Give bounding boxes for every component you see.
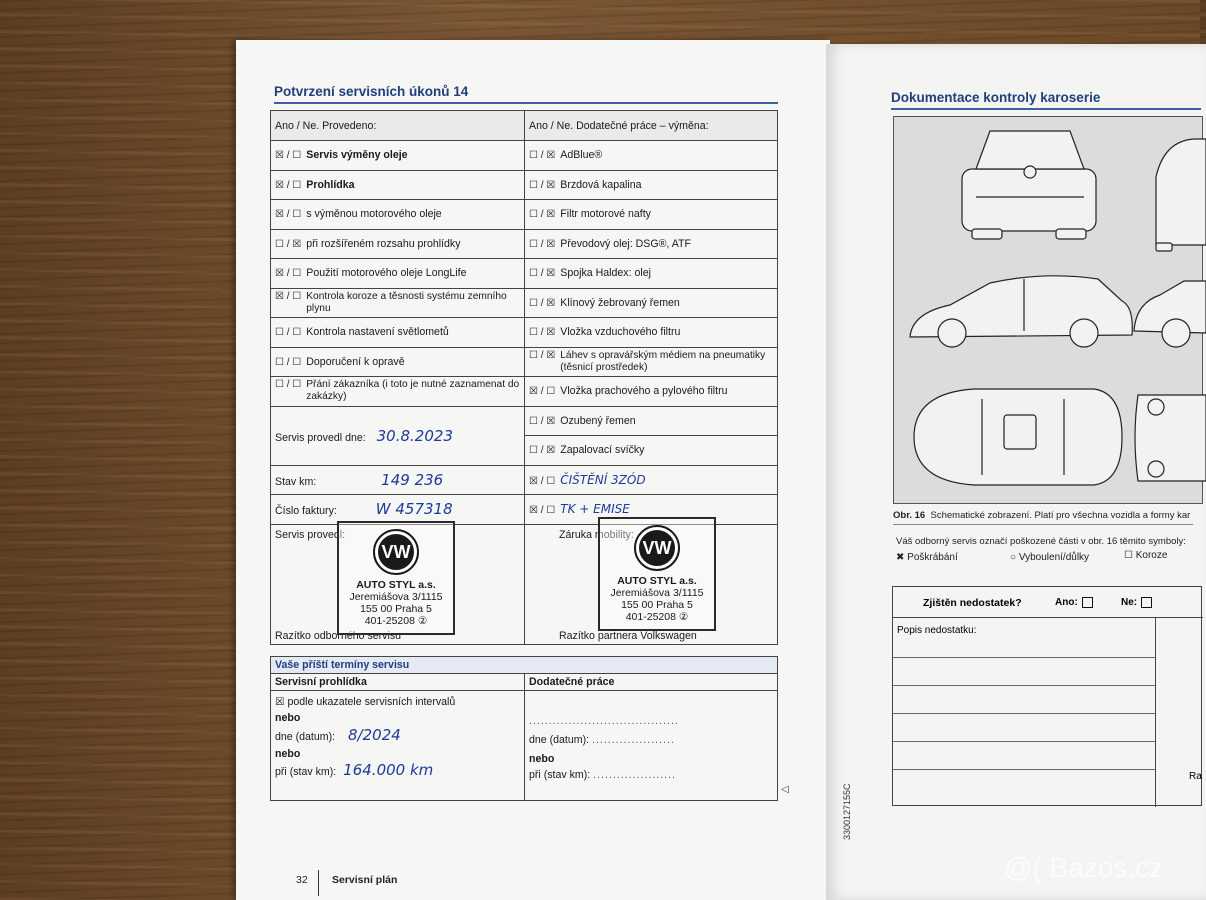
car-side-view: [910, 276, 1132, 347]
row-label: Ozubený řemen: [560, 414, 636, 427]
stamp-name: AUTO STYL a.s.: [617, 575, 697, 587]
checkbox: ☐ / ☒: [529, 238, 556, 250]
checkbox: ☒ / ☐: [275, 150, 302, 162]
invoice-value: W 457318: [375, 500, 453, 519]
row-label: Klínový žebrovaný řemen: [560, 296, 680, 309]
row-label: Zapalovací svíčky: [560, 444, 645, 457]
car-top-view: [914, 389, 1122, 485]
row-label: při rozšířeném rozsahu prohlídky: [306, 237, 461, 250]
checkbox: ☐ / ☒: [529, 297, 556, 309]
divider: [893, 524, 1193, 525]
divider: [1155, 617, 1156, 807]
stamp-name: AUTO STYL a.s.: [356, 579, 436, 591]
symbol-dent: ○ Vyboulení/důlky: [1010, 552, 1090, 563]
symbol-corrosion: ☐ Koroze: [1124, 550, 1168, 561]
table-row: [271, 200, 778, 230]
dealer-stamp-right: [598, 517, 716, 631]
next-km-label: při (stav km):: [275, 766, 337, 778]
row-label: Filtr motorové nafty: [560, 208, 651, 221]
dealer-stamp-left: [337, 521, 455, 635]
row-label: Prohlídka: [306, 178, 355, 191]
next-date-label: dne (datum):: [275, 731, 336, 743]
left-page-title: Potvrzení servisních úkonů 14: [274, 84, 778, 104]
footer-divider: [318, 870, 319, 896]
divider: [893, 685, 1155, 686]
interval-text: podle ukazatele servisních intervalů: [287, 696, 456, 708]
figure-caption: [893, 510, 1190, 521]
servis-by-label: Servis provedl:: [275, 528, 346, 541]
car-diagram: [893, 116, 1203, 504]
col-left-header: Ano / Ne. Provedeno:: [271, 111, 525, 141]
checkbox: ☐ / ☒: [529, 209, 556, 221]
row-label: AdBlue®: [560, 149, 603, 162]
extra-km-label: při (stav km):: [529, 769, 591, 781]
footer-text: Servisní plán: [332, 874, 398, 886]
row-label: Kontrola koroze a těsnosti systému zemního plynu: [306, 290, 507, 314]
checkbox: ☒ / ☐: [529, 475, 556, 487]
table-row: [271, 229, 778, 259]
stamp-city: 155 00 Praha 5: [621, 599, 693, 611]
row-label: TK + EMISE: [560, 502, 630, 517]
ra-label: Ra: [1189, 771, 1202, 782]
row-label: ČIŠTĚNÍ 3ZÓD: [560, 472, 646, 487]
checkbox: ☒ / ☐: [275, 209, 302, 221]
vw-logo-icon: VW: [375, 531, 417, 573]
divider: [893, 769, 1155, 770]
table-row: [271, 170, 778, 200]
row-label: Převodový olej: DSG®, ATF: [560, 237, 691, 250]
servis-date-value: 30.8.2023: [376, 426, 453, 445]
divider: [893, 657, 1155, 658]
next-service-table: [270, 656, 778, 801]
row-label: Doporučení k opravě: [306, 355, 405, 368]
stamp-label-left: Razítko odborného servisu: [275, 629, 402, 642]
next-date-value: 8/2024: [348, 726, 401, 744]
divider: [893, 741, 1155, 742]
row-label: Spojka Haldex: olej: [560, 267, 651, 280]
checkbox: ☐ / ☒: [275, 238, 302, 250]
checkbox: ☐ / ☒: [529, 349, 556, 361]
stamp-label-right: Razítko partnera Volkswagen: [559, 629, 697, 642]
symbol-scratch: ✖ Poškrábání: [896, 552, 958, 563]
next-service-title: Vaše příští termíny servisu: [271, 657, 778, 674]
table-row: [271, 259, 778, 289]
figure-caption-text: Schematické zobrazení. Platí pro všechna vozidla a formy kar: [930, 510, 1191, 521]
row-label: Brzdová kapalina: [560, 178, 642, 191]
table-row: [271, 318, 778, 348]
row-label: Kontrola nastavení světlometů: [306, 326, 449, 339]
interval-checkbox: ☒: [275, 696, 285, 708]
stamp-street: Jeremiášova 3/1115: [349, 591, 443, 603]
defect-yes: Ano:: [1055, 597, 1093, 608]
defect-question: Zjištěn nedostatek?: [923, 597, 1022, 609]
or-label: nebo: [529, 753, 555, 765]
defect-no: Ne:: [1121, 597, 1152, 608]
warranty-label: Záruka mobility:: [559, 528, 634, 541]
or-label: nebo: [275, 748, 301, 760]
row-label: Přání zákazníka (i toto je nutné zaznamenat do zakázky): [306, 379, 520, 403]
yes-checkbox-icon: [1082, 597, 1093, 608]
stamp-code: 401-25208 ②: [625, 611, 689, 623]
table-row: [271, 406, 778, 436]
km-label: Stav km:: [275, 475, 317, 488]
extra-date-label: dne (datum):: [529, 734, 590, 746]
document-code: 3300127155C: [842, 783, 852, 840]
divider: [893, 713, 1155, 714]
table-row: [271, 377, 778, 407]
checkbox: ☐ / ☒: [529, 327, 556, 339]
row-label: s výměnou motorového oleje: [306, 208, 442, 221]
defect-description-label: Popis nedostatku:: [897, 625, 977, 636]
extra-date-dots: .....................: [592, 734, 675, 746]
servis-date-label: Servis provedl dne:: [275, 431, 366, 444]
car-underbody-view: [1135, 395, 1206, 481]
checkbox: ☐ / ☒: [529, 150, 556, 162]
right-page-title: Dokumentace kontroly karoserie: [891, 90, 1201, 110]
table-row: [271, 288, 778, 318]
checkbox: ☐ / ☒: [529, 445, 556, 457]
checkbox: ☐ / ☐: [275, 327, 302, 339]
checkbox: ☐ / ☒: [529, 268, 556, 280]
checkbox: ☒ / ☐: [529, 505, 556, 517]
extra-dots: ......................................: [529, 715, 679, 727]
checkbox: ☒ / ☐: [275, 179, 302, 191]
divider: [893, 617, 1203, 618]
row-label: Láhev s opravářským médiem na pneumatiky (těsnicí prostředek): [560, 349, 766, 373]
table-row: [271, 465, 778, 495]
car-front-view: [1156, 139, 1206, 251]
checkbox: ☒ / ☐: [529, 386, 556, 398]
row-label: Použití motorového oleje LongLife: [306, 267, 467, 280]
row-label: Servis výměny oleje: [306, 149, 408, 162]
car-rear-view: [962, 131, 1096, 239]
checkbox: ☐ / ☐: [275, 356, 302, 368]
checkbox: ☒ / ☐: [275, 268, 302, 280]
stamp-city: 155 00 Praha 5: [360, 603, 432, 615]
stamp-street: Jeremiášova 3/1115: [610, 587, 704, 599]
or-label: nebo: [275, 712, 301, 724]
next-km-value: 164.000 km: [343, 761, 434, 779]
checkbox: ☐ / ☐: [275, 379, 302, 391]
car-schematic-icon: [894, 117, 1204, 505]
row-label: Vložka prachového a pylového filtru: [560, 385, 728, 398]
page-number: 32: [296, 874, 308, 886]
table-row: [271, 347, 778, 377]
stamp-code: 401-25208 ②: [364, 615, 428, 627]
extra-km-dots: .....................: [593, 769, 676, 781]
defect-table: [892, 586, 1202, 806]
car-side-view-partial: [1134, 281, 1206, 347]
vw-logo-icon: VW: [636, 527, 678, 569]
row-label: Vložka vzduchového filtru: [560, 326, 681, 339]
col-right-header: Ano / Ne. Dodatečné práce – výměna:: [525, 111, 778, 141]
checkbox: ☐ / ☒: [529, 415, 556, 427]
next-col-extra: Dodatečné práce: [525, 674, 778, 691]
next-col-servis: Servisní prohlídka: [271, 674, 525, 691]
symbols-note: Váš odborný servis označí poškozené části v obr. 16 těmito symboly:: [896, 536, 1186, 547]
table-row: [271, 141, 778, 171]
invoice-label: Číslo faktury:: [275, 505, 337, 518]
checkbox: ☒ / ☐: [275, 290, 302, 302]
checkbox: ☐ / ☒: [529, 179, 556, 191]
no-checkbox-icon: [1141, 597, 1152, 608]
figure-label: Obr. 16: [893, 510, 926, 521]
km-value: 149 236: [381, 470, 444, 489]
bazos-watermark: @( Bazos.cz: [1004, 852, 1164, 883]
continue-marker-icon: ◁: [781, 784, 789, 795]
